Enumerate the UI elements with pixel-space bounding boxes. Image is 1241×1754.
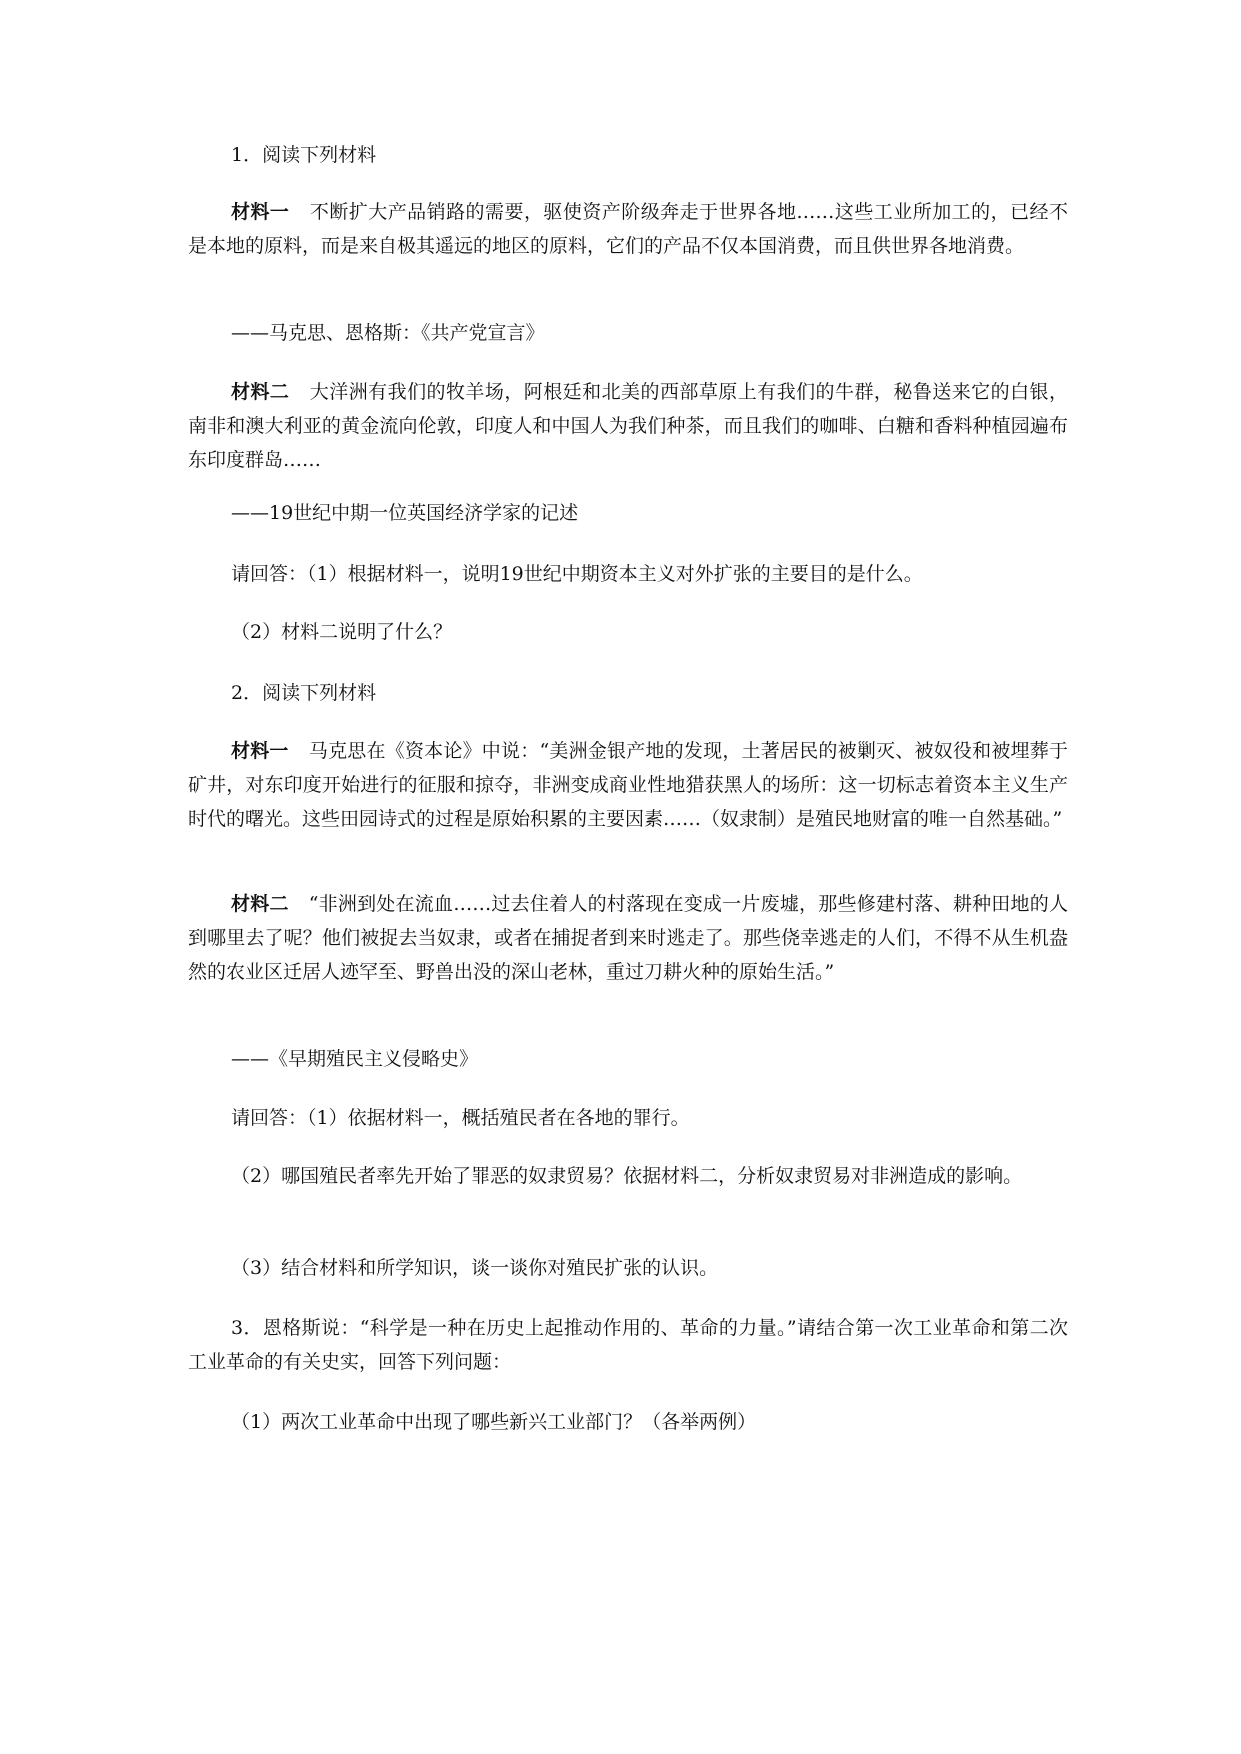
q1-ask-2: （2）材料二说明了什么？	[231, 621, 453, 643]
q1-ask-1: 请回答：（1）根据材料一，说明19世纪中期资本主义对外扩张的主要目的是什么。	[231, 563, 923, 585]
q1-material-2-label: 材料二	[231, 381, 290, 403]
q1-material-1-text: 不断扩大产品销路的需要，驱使资产阶级奔走于世界各地……这些工业所加工的，已经不是本地的原料，而是来自极其遥远的地区的原料，它们的产品不仅本国消费，而且供世界各地消费。	[188, 201, 1068, 257]
q2-ask-3: （3）结合材料和所学知识，谈一谈你对殖民扩张的认识。	[231, 1257, 719, 1279]
q1-material-2-text: 大洋洲有我们的牧羊场，阿根廷和北美的西部草原上有我们的牛群，秘鲁送来它的白银，南非和澳大利亚的黄金流向伦敦，印度人和中国人为我们种茶，而且我们的咖啡、白糖和香料种植园遍布东印度群岛……	[188, 381, 1068, 471]
q1-material-2	[188, 375, 1068, 477]
q1-material-2-source: ——19世纪中期一位英国经济学家的记述	[231, 502, 579, 524]
q1-material-1-label: 材料一	[231, 201, 290, 223]
q1-material-1	[188, 195, 1068, 263]
q2-material-1-text: 马克思在《资本论》中说：“美洲金银产地的发现，土著居民的被剿灭、被奴役和被埋葬于矿井，对东印度开始进行的征服和掠夺，非洲变成商业性地猎获黑人的场所：这一切标志着资本主义生产时代的曙光。这些田园诗式的过程是原始积累的主要因素……（奴隶制）是殖民地财富的唯一自然基础。”	[188, 740, 1068, 830]
q2-material-2-label: 材料二	[231, 893, 289, 915]
q2-material-1-label: 材料一	[231, 740, 289, 762]
q1-material-1-source: ——马克思、恩格斯：《共产党宣言》	[231, 322, 545, 344]
q2-material-2-text: “非洲到处在流血……过去住着人的村落现在变成一片废墟，那些修建村落、耕种田地的人到哪里去了呢？他们被捉去当奴隶，或者在捕捉者到来时逃走了。那些侥幸逃走的人们，不得不从生机盎然的农业区迁居人迹罕至、野兽出没的深山老林，重过刀耕火种的原始生活。”	[188, 893, 1068, 983]
q2-material-2	[188, 887, 1068, 989]
q3-ask-1: （1）两次工业革命中出现了哪些新兴工业部门？（各举两例）	[231, 1411, 757, 1433]
question-1-heading: 1．阅读下列材料	[231, 144, 377, 166]
q2-material-1	[188, 734, 1068, 836]
q2-ask-2: （2）哪国殖民者率先开始了罪恶的奴隶贸易？依据材料二，分析奴隶贸易对非洲造成的影响。	[231, 1165, 1023, 1187]
question-2-heading: 2．阅读下列材料	[231, 682, 377, 704]
q2-material-2-source: ——《早期殖民主义侵略史》	[231, 1048, 479, 1070]
question-3-text: 3．恩格斯说：“科学是一种在历史上起推动作用的、革命的力量。”请结合第一次工业革命和第二次工业革命的有关史实，回答下列问题：	[188, 1317, 1068, 1373]
q2-ask-1: 请回答：（1）依据材料一，概括殖民者在各地的罪行。	[231, 1107, 690, 1129]
